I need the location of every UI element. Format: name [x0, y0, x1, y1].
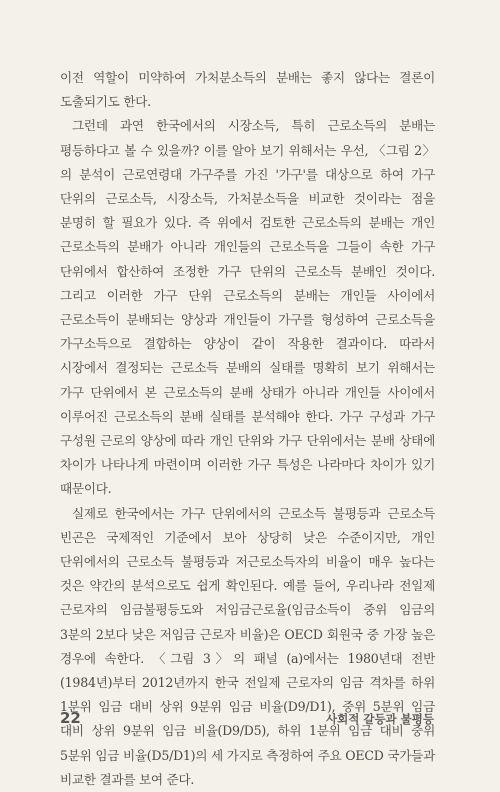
page-body [60, 66, 435, 792]
paragraph-labor-income-distribution: 그런데 과연 한국에서의 시장소득, 특히 근로소득의 분배는 평등하다고 볼 수 있을까? 이를 알아 보기 위해서는 우선, 〈그림 2〉의 분석이 근로연령대 가구주를 가진 '가구'를 대상으로 하여 가구 단위의 근로소득, 시장소득, 가처분소득을 비교한 것이라는 점을 분명히 할 필요가 있다. 즉 위에서 검토한 근로소득의 분배는 개인 근로소득의 분배가 아니라 개인들의 근로소득을 그들이 속한 가구 단위에서 합산하여 조정한 가구 단위의 근로소득 분배인 것이다. 그리고 이러한 가구 단위 근로소득의 분배는 개인들 사이에서 근로소득이 분배되는 양상과 개인들이 가구를 형성하여 근로소득을 가구소득으로 결합하는 양상이 같이 작용한 결과이다. 따라서 시장에서 결정되는 근로소득 분배의 실태를 명확히 보기 위해서는 가구 단위에서 본 근로소득의 분배 상태가 아니라 개인들 사이에서 이루어진 근로소득의 분배 실태를 분석해야 한다. 가구 구성과 가구 구성원 근로의 양상에 따라 개인 단위와 가구 단위에서는 분배 상태에 차이가 나타나게 마련이며 이러한 가구 특성은 나라마다 차이가 있기 때문이다. [60, 118, 435, 497]
paragraph-wage-inequality: 실제로 한국에서는 가구 단위에서의 근로소득 불평등과 근로소득 빈곤은 국제적인 기준에서 보아 상당히 낮은 수준이지만, 개인 단위에서의 근로소득 불평등과 저근로소득자의 비율이 매우 높다는 것은 약간의 분석으로도 쉽게 확인된다. 예를 들어, 우리나라 전일제 근로자의 임금불평등도와 저임금근로율(임금소득이 중위 임금의 3분의 2보다 낮은 저임금 근로자 비율)은 OECD 회원국 중 가장 높은 경우에 속한다. 〈그림 3〉의 패널 (a)에서는 1980년대 전반(1984년)부터 2012년까지 한국 전일제 근로자의 임금 격차를 하위 1분위 임금 대비 상위 9분위 임금 비율(D9/D1), 중위 5분위 임금 대비 상위 9분위 임금 비율(D9/D5), 하위 1분위 임금 대비 중위 5분위 임금 비율(D5/D1)의 세 가지로 측정하여 주요 OECD 국가들과 비교한 결과를 보여 준다. [60, 505, 435, 787]
paragraph-continuation: 이전 역할이 미약하여 가처분소득의 분배는 좋지 않다는 결론이 도출되기도 한다. [60, 70, 435, 110]
page-number: 22 [60, 709, 81, 727]
running-title: 사회적 갈등과 불평등 [326, 712, 434, 726]
